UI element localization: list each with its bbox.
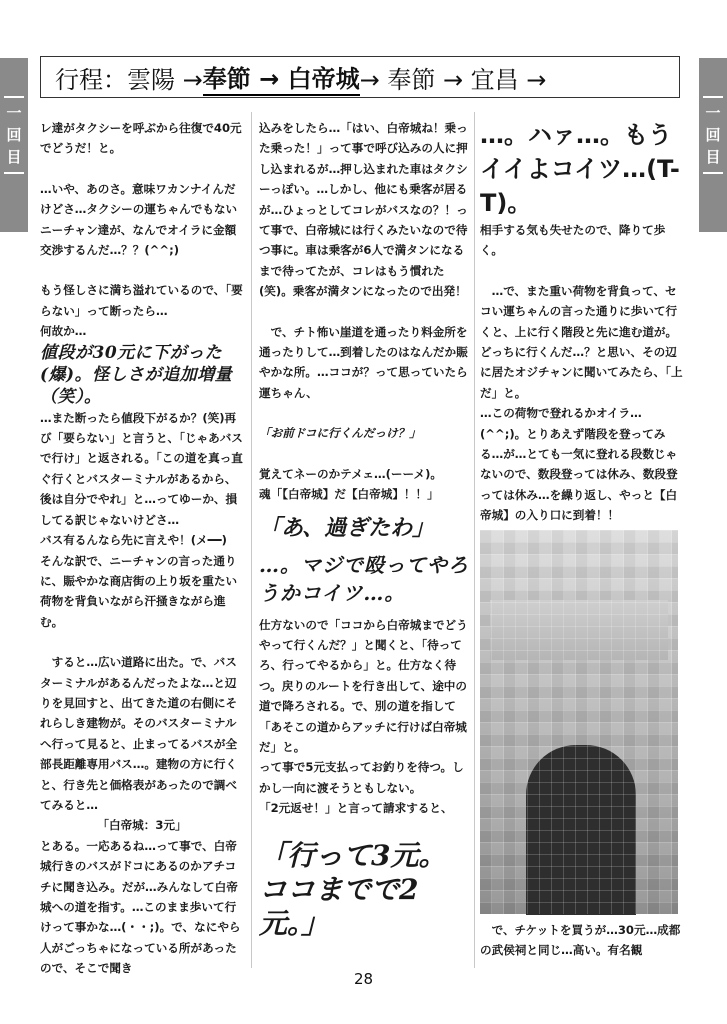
paragraph: とある。一応あるね…って事で、白帝城行きのバスがドコにあるのかアチコチに聞き込み。だが…みんなして白帝城への道を指す。…このまま歩いて行けって事かな…(・・;)。で、なにやら人がごっちゃになっている所があったので、そこで聞き: [40, 838, 241, 976]
tab-char: 目: [705, 148, 721, 166]
photo-pixelation: [480, 530, 678, 914]
emphasis-text: …。マジで殴ってやろうかコイツ…。: [259, 552, 469, 605]
paragraph: 相手する気も失せたので、降りて歩く。: [480, 223, 666, 258]
tab-char: 一: [6, 104, 22, 122]
tab-char: 回: [6, 126, 22, 144]
paragraph: …いや、あのさ。意味ワカンナイんだけどさ…タクシーの運ちゃんでもないニーチャン達が、なんでオイラに金額交渉するんだ…？？(^^;): [40, 181, 238, 258]
column-divider: [474, 112, 475, 968]
right-chapter-tab: [699, 58, 727, 232]
paragraph: レ達がタクシーを呼ぶから往復で40元でどうだ！と。: [40, 121, 242, 156]
paragraph: すると…広い道路に出た。で、バスターミナルがあるんだったよな…と辺りを見回すと、出てきた道の右側にそれらしき建物が。そのバスターミナルへ行って見ると、止まってるバスが全部長距離専用バス…。建物の方に行くと、行き先と価格表があったので調べてみると…: [40, 655, 238, 812]
tab-char: 回: [705, 126, 721, 144]
paragraph: 仕方ないので「ココから白帝城までどうやって行くんだ？」と聞くと、「待ってろ、行ってやるから」と。仕方なく待つ。戻りのルートを行き出して、途中の道で降ろされる。で、別の道を指して「あそこの道からアッチに行けば白帝城だ」と。 って事で5元支払ってお釣りを待つ。しかし一向に渡そうともしない。 「2元返せ！」と言って請求すると、: [259, 617, 468, 816]
paragraph: もう怪しさに満ち溢れているので、「要らない」って断ったら… 何故か…: [40, 283, 243, 339]
paragraph: で、チケットを買うが…30元…成都の武侯祠と同じ…高い。有名観: [480, 922, 681, 958]
paragraph: …また断ったら値段下がるか？(笑)再び「要らない」と言うと、「じゃあバスで行け」と返される。「この道を真っ直ぐ行くとバスターミナルがあるから、後は自分でやれ」と…ってゆーか、損してる訳じゃないけどさ… バス有るんなら先に言えや！(メ━━) そんな訳で、ニーチャンの言った通りに、賑やかな商店街の上り坂を重たい荷物を背負いながら汗掻きながら進む。: [40, 410, 243, 629]
emphasis-text: …。ハァ…。もうイイよコイツ…(T-T)。: [480, 121, 680, 217]
text-column-3: [480, 118, 685, 960]
tab-char: 目: [6, 148, 22, 166]
baidi-castle-photo: [480, 530, 678, 914]
paragraph: 覚えてネーのかテメェ…(ーーメ)。 魂「【白帝城】だ【白帝城】！！」: [259, 466, 442, 502]
left-chapter-label: [4, 96, 24, 174]
emphasis-text: 「あ、過ぎたわ」: [259, 514, 435, 541]
price-quote: 「白帝城：3元」: [97, 818, 187, 833]
paragraph: で、チト怖い崖道を通ったり料金所を通ったりして…到着したのはなんだか賑やかな所。…ココが？って思っていたら運ちゃん、: [259, 324, 468, 400]
right-chapter-label: [703, 96, 723, 174]
itinerary-highlight: 奉節 → 白帝城: [203, 59, 360, 96]
left-chapter-tab: [0, 58, 28, 232]
paragraph: 込みをしたら…「はい、白帝城ね！乗った乗った！」って事で呼び込みの人に押し込まれるが…押し込まれた車はタクシーっぽい。…しかし、他にも乗客が居るが…ひょっとしてコレがバスなの？！って事で、白帝城には行くみたいなので待つ事に。車は乗客が6人で満タンになるまで待ってたが、コレはもう慣れた(笑)。乗客が満タンになったので出発！: [259, 121, 468, 299]
itinerary-prefix: 行程：雲陽 →: [55, 65, 203, 94]
text-column-1: [40, 118, 244, 976]
page-number: 28: [353, 970, 374, 988]
itinerary-header: [40, 56, 680, 98]
itinerary-suffix: → 奉節 → 宜昌 →: [359, 65, 547, 94]
emphasis-text: 「行って3元。ココまでで2元。」: [259, 838, 447, 940]
column-divider: [251, 112, 252, 968]
text-column-2: [259, 118, 469, 960]
paragraph: …で、また重い荷物を背負って、セコい運ちゃんの言った通りに歩いて行くと、上に行く階段と先に進む道が。どっちに行くんだ…？と思い、その辺に居たオジチャンに聞いてみたら、「上だ」と。 …この荷物で登れるかオイラ…(^^;)。とりあえず階段を登ってみる…が…とても一気に登れる段数じゃないので、数段登っては休み、数段登っては休み…を繰り返し、やっと【白帝城】の入り口に到着！！: [480, 283, 683, 523]
driver-quote: 「お前ドコに行くんだっけ？」: [259, 426, 421, 441]
tab-char: 一: [705, 104, 721, 122]
emphasis-text: 値段が30元に下がった(爆)。怪しさが追加増量（笑）。: [40, 342, 233, 407]
